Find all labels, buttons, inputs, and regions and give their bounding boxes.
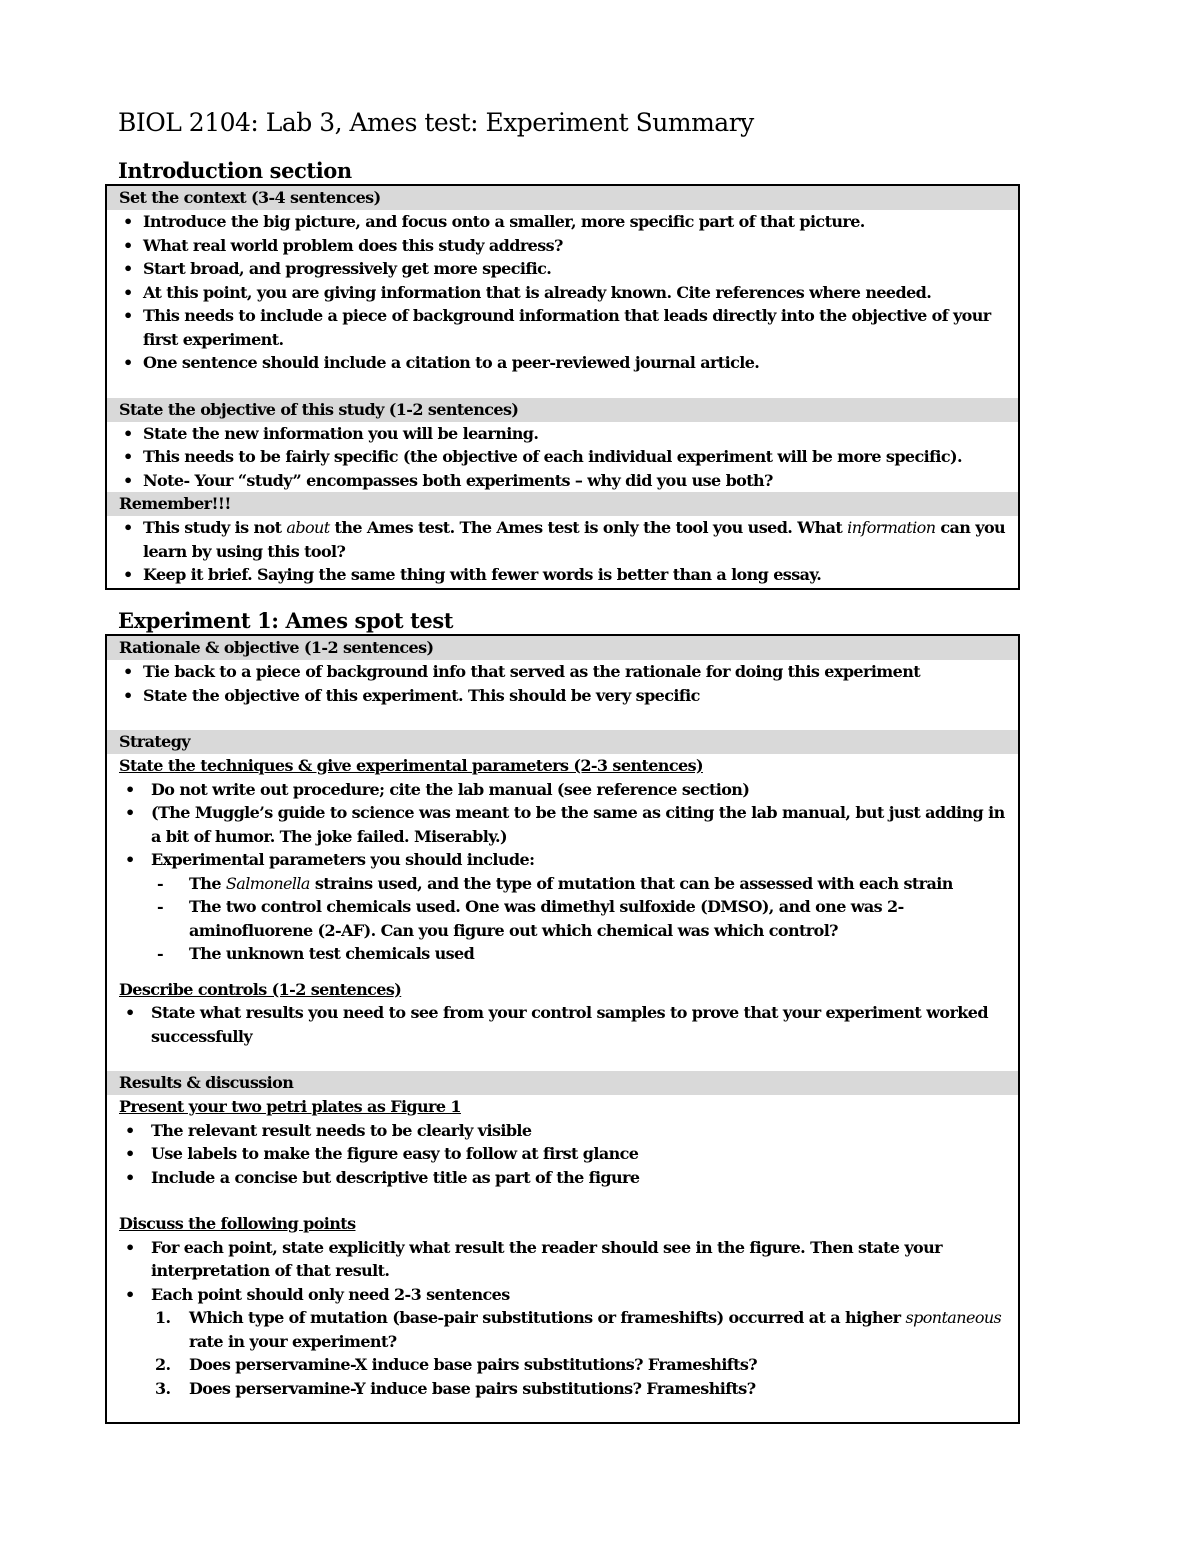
list-item: • This needs to be fairly specific (the objective of each individual experiment will be more specific). [107,445,1018,469]
text-run: Does perservamine-Y induce base pairs substitutions? Frameshifts? [189,1378,756,1398]
list-item: - The two control chemicals used. One was dimethyl sulfoxide (DMSO), and one was 2-aminofluorene (2-AF). Can you figure out which chemical was which control? [107,895,1018,942]
remember-list [107,516,1018,587]
spacer [107,375,1018,398]
list-item: • State the new information you will be learning. [107,422,1018,446]
technique-list [107,778,1018,872]
document-title: BIOL 2104: Lab 3, Ames test: Experiment Summary [118,108,754,137]
results-header: Results & discussion [107,1071,1018,1095]
figure-list [107,1119,1018,1190]
list-item: • For each point, state explicitly what result the reader should see in the figure. Then state your interpretation of that result. [107,1236,1018,1283]
list-item: - The unknown test chemicals used [107,942,1018,966]
list-item [107,872,1018,896]
list-item [107,1377,1018,1401]
list-item: • Do not write out procedure; cite the lab manual (see reference section) [107,778,1018,802]
objective-list [107,422,1018,493]
rationale-list [107,660,1018,707]
emphasis: information [847,518,936,537]
text-run: This study is not [143,518,287,537]
list-item: • At this point, you are giving information that is already known. Cite references where needed. [107,281,1018,305]
techniques-subheading: State the techniques & give experimental parameters (2-3 sentences) [119,756,703,775]
exp1-section-title: Experiment 1: Ames spot test [118,608,454,633]
remember-header: Remember!!! [107,492,1018,516]
list-item: • Introduce the big picture, and focus onto a smaller, more specific part of that picture. [107,210,1018,234]
text-run: Does perservamine-X induce base pairs substitutions? Frameshifts? [189,1355,758,1374]
spacer [107,1048,1018,1071]
spacer [107,707,1018,730]
parameter-list [107,872,1018,966]
context-list [107,210,1018,375]
emphasis: Salmonella [225,873,310,893]
list-item: • What real world problem does this study address? [107,234,1018,258]
text-run: strains used, and the type of mutation that can be assessed with each strain [309,873,953,893]
item-number: 2. [155,1355,171,1374]
list-item: • Tie back to a piece of background info that served as the rationale for doing this experiment [107,660,1018,684]
text-run: Which type of mutation (base-pair substitutions or frameshifts) occurred at a higher [189,1308,906,1327]
list-item: • Note- Your “study” encompasses both experiments – why did you use both? [107,469,1018,493]
emphasis: about [286,518,330,537]
list-item [107,1353,1018,1377]
numbered-list [107,1306,1018,1400]
emphasis: spontaneous [905,1308,1002,1327]
list-item [107,516,1018,563]
exp1-box [105,634,1020,1424]
list-item: • Use labels to make the figure easy to follow at first glance [107,1142,1018,1166]
list-item: • Include a concise but descriptive title as part of the figure [107,1166,1018,1190]
list-item: • The relevant result needs to be clearly visible [107,1119,1018,1143]
discuss-subheading: Discuss the following points [119,1214,356,1233]
item-number: 1. [155,1308,171,1327]
list-item: • This needs to include a piece of background information that leads directly into the objective of your first experiment. [107,304,1018,351]
text-run: the Ames test. The Ames test is only the tool you used. What [329,518,848,537]
context-header: Set the context (3-4 sentences) [107,186,1018,210]
objective-header: State the objective of this study (1-2 sentences) [107,398,1018,422]
controls-list [107,1001,1018,1048]
list-item: • One sentence should include a citation to a peer-reviewed journal article. [107,351,1018,375]
list-item: • (The Muggle’s guide to science was meant to be the same as citing the lab manual, but just adding in a bit of humor. The joke failed. Miserably.) [107,801,1018,848]
list-item: • State the objective of this experiment. This should be very specific [107,684,1018,708]
list-item: • Experimental parameters you should include: [107,848,1018,872]
controls-subheading: Describe controls (1-2 sentences) [119,979,402,999]
strategy-header: Strategy [107,730,1018,754]
item-number: 3. [155,1378,171,1398]
list-item: • State what results you need to see from your control samples to prove that your experiment worked successfully [107,1001,1018,1048]
list-item [107,1306,1018,1353]
discuss-list [107,1236,1018,1307]
figure-subheading: Present your two petri plates as Figure 1 [119,1097,461,1116]
list-item: • Start broad, and progressively get more specific. [107,257,1018,281]
list-item: • Each point should only need 2-3 sentences [107,1283,1018,1307]
intro-section-title: Introduction section [118,158,352,183]
intro-box [105,184,1020,590]
spacer [107,966,1018,978]
rationale-header: Rationale & objective (1-2 sentences) [107,636,1018,660]
text-run: rate in your experiment? [189,1331,397,1351]
list-item: • Keep it brief. Saying the same thing with fewer words is better than a long essay. [107,563,1018,587]
text-run: can you learn by using this tool? [143,518,1006,561]
spacer [107,1189,1018,1212]
text-run: The [189,873,226,893]
